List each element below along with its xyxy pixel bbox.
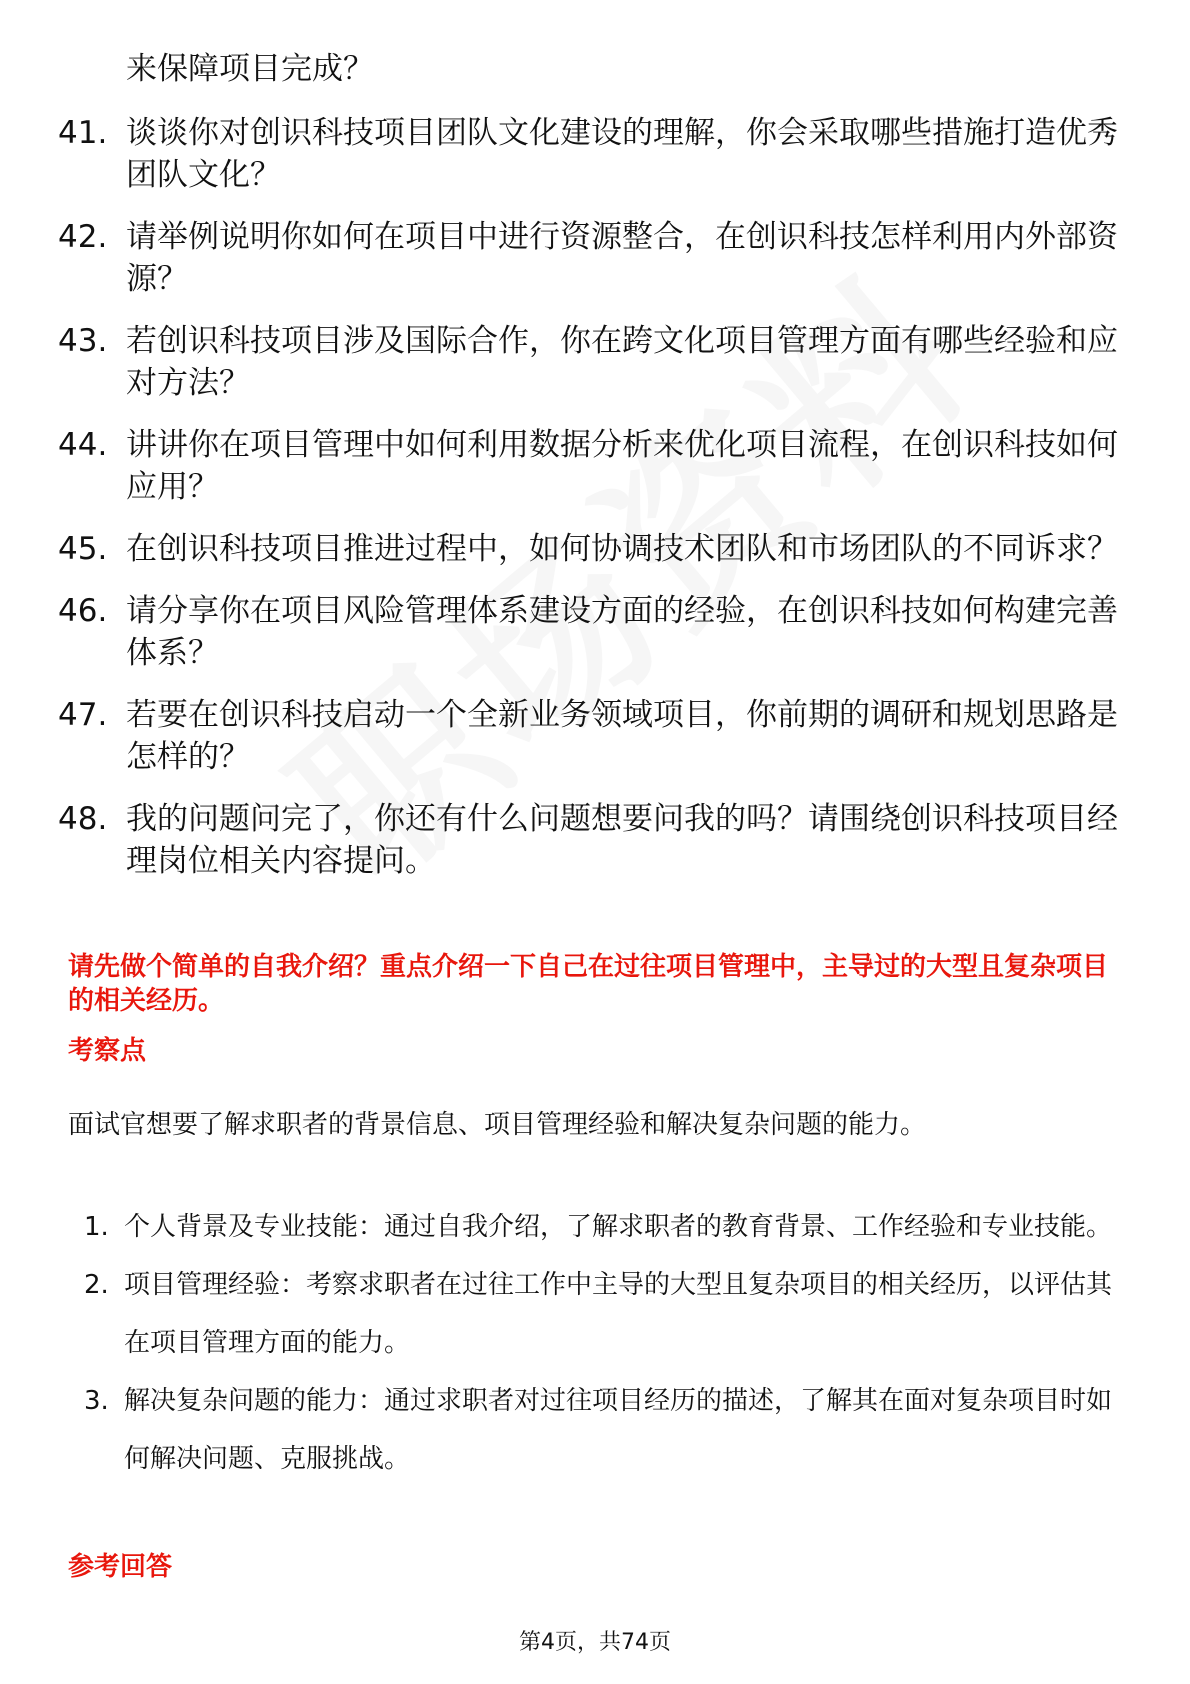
question-item <box>58 424 1118 508</box>
focus-point-number: 2. <box>84 1270 109 1300</box>
question-item <box>58 590 1118 674</box>
question-text: 在创识科技项目推进过程中，如何协调技术团队和市场团队的不同诉求？ <box>126 531 1118 567</box>
question-text: 请分享你在项目风险管理体系建设方面的经验，在创识科技如何构建完善体系？ <box>126 593 1118 671</box>
question-text: 若创识科技项目涉及国际合作，你在跨文化项目管理方面有哪些经验和应对方法？ <box>126 323 1118 401</box>
question-item <box>58 320 1118 404</box>
question-number: 46. <box>58 593 108 629</box>
focus-point-item <box>84 1256 1124 1372</box>
focus-point-item <box>84 1198 1124 1256</box>
focus-point-number: 1. <box>84 1212 109 1242</box>
question-text: 讲讲你在项目管理中如何利用数据分析来优化项目流程，在创识科技如何应用？ <box>126 427 1118 505</box>
question-number: 48. <box>58 801 108 837</box>
question-number: 45. <box>58 531 108 567</box>
question-text: 谈谈你对创识科技项目团队文化建设的理解，你会采取哪些措施打造优秀团队文化？ <box>126 115 1118 193</box>
question-text: 请举例说明你如何在项目中进行资源整合，在创识科技怎样利用内外部资源？ <box>126 219 1118 297</box>
question-number: 42. <box>58 219 108 255</box>
focus-point-text: 个人背景及专业技能：通过自我介绍，了解求职者的教育背景、工作经验和专业技能。 <box>124 1212 1113 1242</box>
focus-section-label: 考察点 <box>68 1036 147 1066</box>
featured-question-heading: 请先做个简单的自我介绍？重点介绍一下自己在过往项目管理中，主导过的大型且复杂项目的相关经历。 <box>68 952 1109 1016</box>
focus-point-text: 项目管理经验：考察求职者在过往工作中主导的大型且复杂项目的相关经历，以评估其在项目管理方面的能力。 <box>124 1270 1113 1358</box>
focus-point-item <box>84 1372 1124 1488</box>
question-list <box>58 48 1118 902</box>
question-item <box>58 216 1118 300</box>
question-number: 47. <box>58 697 108 733</box>
question-number: 44. <box>58 427 108 463</box>
question-text: 我的问题问完了，你还有什么问题想要问我的吗？请围绕创识科技项目经理岗位相关内容提问。 <box>126 801 1118 879</box>
focus-intro-text: 面试官想要了解求职者的背景信息、项目管理经验和解决复杂问题的能力。 <box>68 1110 927 1140</box>
question-item <box>58 112 1118 196</box>
question-continuation: 来保障项目完成？ <box>126 51 374 87</box>
page-footer: 第4页，共74页 <box>519 1630 671 1655</box>
question-item <box>58 798 1118 882</box>
question-number: 43. <box>58 323 108 359</box>
answer-section-label: 参考回答 <box>68 1552 173 1582</box>
question-number: 41. <box>58 115 108 151</box>
question-item <box>58 694 1118 778</box>
focus-points-list <box>84 1198 1124 1488</box>
question-item <box>58 528 1118 570</box>
focus-point-number: 3. <box>84 1386 109 1416</box>
question-text: 若要在创识科技启动一个全新业务领域项目，你前期的调研和规划思路是怎样的？ <box>126 697 1118 775</box>
focus-point-text: 解决复杂问题的能力：通过求职者对过往项目经历的描述，了解其在面对复杂项目时如何解决问题、克服挑战。 <box>124 1386 1113 1474</box>
